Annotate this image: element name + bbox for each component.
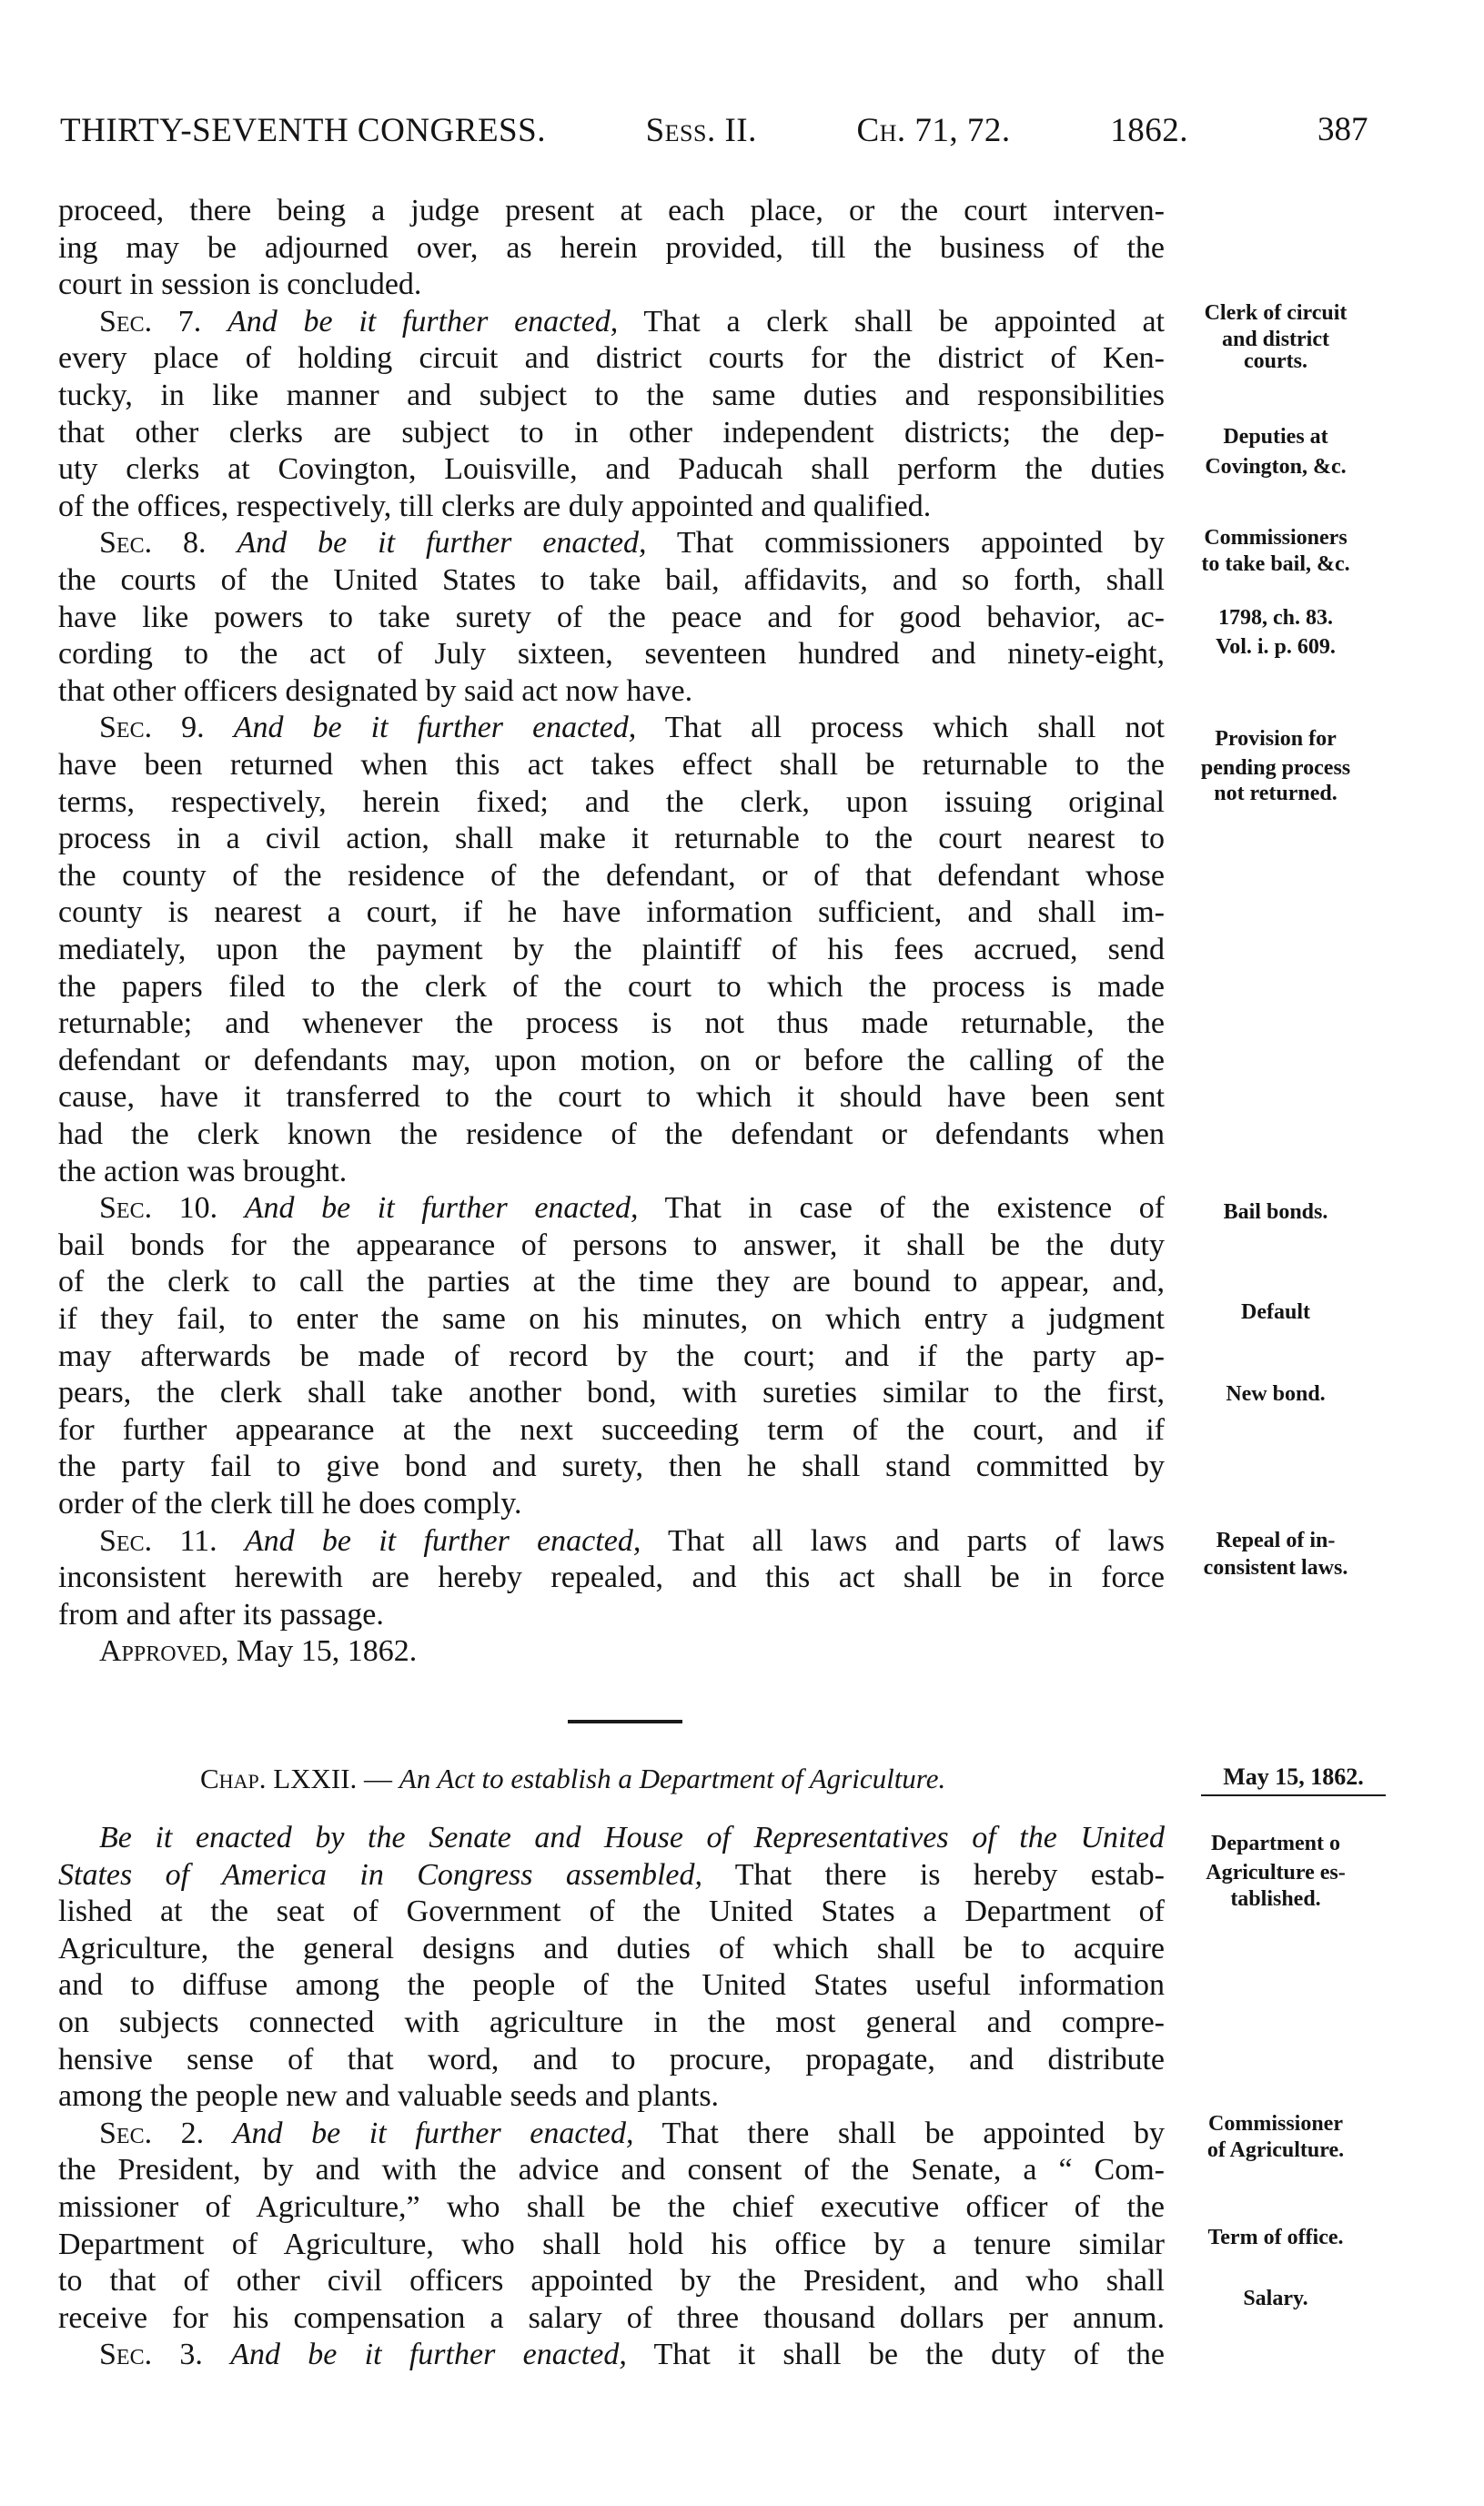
line-text: from and after its passage. bbox=[58, 1597, 384, 1632]
text-line bbox=[58, 1005, 1165, 1042]
margin-note: Vol. i. p. 609. bbox=[1216, 635, 1336, 659]
enacting-phrase: And be it further enacted, bbox=[227, 304, 619, 339]
line-text: bail bonds for the appearance of persons to answer, it shall be the duty bbox=[58, 1228, 1165, 1262]
line-text: That a clerk shall be appointed at bbox=[618, 304, 1165, 339]
text-line bbox=[99, 304, 1165, 340]
text-line bbox=[58, 747, 1165, 783]
chapter-number: Chap. LXXII. bbox=[200, 1763, 358, 1794]
enacting-phrase: And be it further enacted, bbox=[233, 711, 637, 745]
text-line bbox=[58, 1264, 1165, 1300]
margin-note: Covington, &c. bbox=[1205, 455, 1347, 479]
chapter-heading bbox=[200, 1761, 945, 1797]
line-text: That there shall be appointed by bbox=[633, 2116, 1165, 2150]
line-text: ing may be adjourned over, as herein provided, till the business of the bbox=[58, 230, 1165, 265]
margin-note: Commissioners bbox=[1204, 526, 1348, 550]
margin-note: Default bbox=[1241, 1300, 1310, 1324]
text-line bbox=[99, 710, 1165, 746]
margin-note: and district bbox=[1221, 328, 1329, 351]
line-text: Agriculture, the general designs and duties of which shall be to acquire bbox=[58, 1931, 1165, 1965]
text-line bbox=[58, 784, 1165, 821]
line-text: had the clerk known the residence of the defendant or defendants when bbox=[58, 1117, 1165, 1151]
text-line bbox=[58, 858, 1165, 894]
line-text: That all process which shall not bbox=[636, 711, 1165, 745]
line-text: county is nearest a court, if he have information sufficient, and shall im- bbox=[58, 895, 1165, 930]
text-line bbox=[58, 451, 1165, 488]
margin-note: Provision for bbox=[1215, 727, 1337, 751]
text-line bbox=[58, 1967, 1165, 2004]
text-line bbox=[58, 267, 1165, 303]
line-text: among the people new and valuable seeds and plants. bbox=[58, 2079, 720, 2114]
line-text: the papers filed to the clerk of the court to which the process is made bbox=[58, 969, 1165, 1004]
text-line bbox=[58, 932, 1165, 968]
text-line bbox=[58, 2042, 1165, 2078]
margin-note: Term of office. bbox=[1207, 2226, 1344, 2249]
line-text: to that of other civil officers appointed by the President, and who shall bbox=[58, 2264, 1165, 2299]
line-text: the party fail to give bond and surety, then he shall stand committed by bbox=[58, 1450, 1165, 1484]
section-label: Sec. 11. bbox=[99, 1523, 245, 1558]
line-text: court in session is concluded. bbox=[58, 268, 422, 302]
text-line bbox=[58, 378, 1165, 414]
line-text: returnable; and whenever the process is not thus made returnable, the bbox=[58, 1006, 1165, 1041]
line-text: missioner of Agriculture,” who shall be the chief executive officer of the bbox=[58, 2190, 1165, 2224]
line-text: for further appearance at the next succeeding term of the court, and if bbox=[58, 1412, 1165, 1447]
enacting-phrase: And be it further enacted, bbox=[232, 2116, 634, 2150]
section-label: Approved, bbox=[99, 1634, 229, 1669]
line-text: the county of the residence of the defendant, or of that defendant whose bbox=[58, 858, 1165, 893]
margin-note: pending process bbox=[1200, 756, 1351, 780]
margin-note: courts. bbox=[1244, 349, 1307, 373]
text-line bbox=[58, 894, 1165, 931]
enacting-phrase: States of America in Congress assembled, bbox=[58, 1857, 702, 1892]
text-line bbox=[58, 600, 1165, 636]
text-line bbox=[99, 525, 1165, 561]
chapter-date: May 15, 1862. bbox=[1201, 1762, 1386, 1796]
text-line bbox=[58, 1931, 1165, 1967]
line-text: of the offices, respectively, till clerks are duly appointed and qualified. bbox=[58, 489, 932, 523]
chapter-title: An Act to establish a Department of Agriculture. bbox=[399, 1763, 946, 1794]
line-text: That there is hereby estab- bbox=[702, 1857, 1165, 1892]
text-line bbox=[58, 2152, 1165, 2188]
line-text: on subjects connected with agriculture in the most general and compre- bbox=[58, 2006, 1165, 2039]
line-text: That in case of the existence of bbox=[638, 1191, 1165, 1226]
header-chapters: Ch. 71, 72. bbox=[856, 111, 1011, 149]
text-line bbox=[58, 1154, 1165, 1190]
text-line bbox=[58, 636, 1165, 672]
text-line bbox=[58, 1560, 1165, 1596]
line-text: have been returned when this act takes effect shall be returnable to the bbox=[58, 748, 1165, 782]
text-line bbox=[58, 1449, 1165, 1485]
line-text: the action was brought. bbox=[58, 1154, 348, 1188]
section-label: Sec. 9. bbox=[99, 711, 234, 745]
text-line bbox=[58, 1857, 1165, 1894]
text-line bbox=[99, 1820, 1165, 1856]
text-line bbox=[58, 673, 1165, 710]
margin-note: consistent laws. bbox=[1203, 1556, 1348, 1580]
margin-note: Agriculture es- bbox=[1206, 1861, 1346, 1885]
enacting-phrase: Be it enacted by the Senate and House of Representatives of the United bbox=[99, 1821, 1165, 1854]
line-text: process in a civil action, shall make it returnable to the court nearest to bbox=[58, 822, 1165, 856]
line-text: receive for his compensation a salary of three thousand dollars per annum. bbox=[58, 2300, 1165, 2335]
text-line bbox=[99, 1190, 1165, 1227]
text-line bbox=[58, 2300, 1165, 2337]
section-label: Sec. 2. bbox=[99, 2116, 233, 2150]
text-line bbox=[58, 1301, 1165, 1338]
line-text: the President, by and with the advice and consent of the Senate, a “ Com- bbox=[58, 2153, 1165, 2188]
text-line bbox=[58, 489, 1165, 525]
text-line bbox=[58, 2227, 1165, 2263]
text-line bbox=[99, 2116, 1165, 2152]
line-text: terms, respectively, herein fixed; and the clerk, upon issuing original bbox=[58, 784, 1165, 819]
line-text: defendant or defendants may, upon motion, on or before the calling of the bbox=[58, 1043, 1165, 1077]
margin-note: Bail bonds. bbox=[1223, 1200, 1328, 1224]
margin-note: Repeal of in- bbox=[1216, 1529, 1336, 1552]
text-line bbox=[58, 821, 1165, 857]
text-line bbox=[58, 1339, 1165, 1375]
line-text: That commissioners appointed by bbox=[646, 526, 1165, 561]
line-text: proceed, there being a judge present at each place, or the court interven- bbox=[58, 194, 1165, 227]
margin-note: Commissioner bbox=[1208, 2112, 1343, 2136]
section-label: Sec. 3. bbox=[99, 2338, 231, 2372]
text-line bbox=[58, 1894, 1165, 1930]
line-text: That it shall be the duty of the bbox=[626, 2338, 1165, 2372]
margin-note: not returned. bbox=[1214, 782, 1338, 805]
text-line bbox=[58, 415, 1165, 451]
text-line bbox=[58, 2263, 1165, 2299]
margin-note: Salary. bbox=[1243, 2287, 1308, 2310]
text-line bbox=[58, 2189, 1165, 2226]
line-text: that other clerks are subject to in other independent districts; the dep- bbox=[58, 415, 1165, 450]
line-text: every place of holding circuit and district courts for the district of Ken- bbox=[58, 341, 1165, 376]
enacting-phrase: And be it further enacted, bbox=[230, 2338, 627, 2372]
text-line bbox=[58, 1043, 1165, 1079]
header-congress: THIRTY-SEVENTH CONGRESS. bbox=[60, 111, 546, 149]
enacting-phrase: And be it further enacted, bbox=[244, 1191, 639, 1226]
line-text: if they fail, to enter the same on his minutes, on which entry a judgment bbox=[58, 1302, 1165, 1336]
line-text: May 15, 1862. bbox=[228, 1634, 418, 1669]
text-line bbox=[58, 1412, 1165, 1449]
margin-note: Clerk of circuit bbox=[1204, 301, 1348, 325]
line-text: cause, have it transferred to the court to which it should have been sent bbox=[58, 1080, 1165, 1115]
text-line bbox=[58, 2005, 1165, 2041]
section-divider-rule bbox=[568, 1720, 682, 1723]
text-line bbox=[58, 1375, 1165, 1411]
line-text: and to diffuse among the people of the United States useful information bbox=[58, 1968, 1165, 2003]
chapter-dash: — bbox=[357, 1763, 399, 1794]
line-text: uty clerks at Covington, Louisville, and Paducah shall perform the duties bbox=[58, 452, 1165, 487]
margin-note: to take bail, &c. bbox=[1201, 552, 1350, 576]
text-line bbox=[58, 1228, 1165, 1264]
margin-note: tablished. bbox=[1230, 1887, 1321, 1911]
text-line bbox=[99, 1523, 1165, 1560]
text-line bbox=[58, 230, 1165, 267]
text-line bbox=[58, 1117, 1165, 1153]
section-label: Sec. 10. bbox=[99, 1191, 245, 1226]
text-line bbox=[99, 2337, 1165, 2373]
text-line bbox=[58, 2078, 1165, 2115]
line-text: may afterwards be made of record by the court; and if the party ap- bbox=[58, 1339, 1165, 1373]
line-text: cording to the act of July sixteen, seventeen hundred and ninety-eight, bbox=[58, 637, 1165, 672]
line-text: inconsistent herewith are hereby repealed, and this act shall be in force bbox=[58, 1561, 1165, 1595]
text-line bbox=[58, 193, 1165, 229]
line-text: the courts of the United States to take bail, affidavits, and so forth, shall bbox=[58, 563, 1165, 597]
margin-note: New bond. bbox=[1226, 1382, 1326, 1406]
enacting-phrase: And be it further enacted, bbox=[237, 526, 647, 561]
text-line bbox=[58, 1486, 1165, 1522]
margin-note: Department o bbox=[1211, 1832, 1340, 1855]
text-line bbox=[58, 969, 1165, 1005]
line-text: lished at the seat of Government of the United States a Department of bbox=[58, 1895, 1165, 1929]
page-number: 387 bbox=[1317, 111, 1368, 148]
line-text: pears, the clerk shall take another bond, with sureties similar to the first, bbox=[58, 1376, 1165, 1410]
line-text: That all laws and parts of laws bbox=[641, 1523, 1165, 1558]
margin-note: Deputies at bbox=[1223, 425, 1328, 449]
text-line bbox=[58, 340, 1165, 377]
running-header bbox=[60, 107, 1188, 153]
margin-note: of Agriculture. bbox=[1206, 2138, 1345, 2162]
text-line bbox=[58, 1597, 1165, 1633]
line-text: Department of Agriculture, who shall hold his office by a tenure similar bbox=[58, 2227, 1165, 2261]
margin-note: 1798, ch. 83. bbox=[1218, 606, 1333, 630]
text-line bbox=[58, 1079, 1165, 1116]
text-line bbox=[58, 562, 1165, 599]
text-line bbox=[99, 1633, 1165, 1670]
line-text: of the clerk to call the parties at the time they are bound to appear, and, bbox=[58, 1265, 1165, 1299]
line-text: mediately, upon the payment by the plaintiff of his fees accrued, send bbox=[58, 933, 1165, 966]
section-label: Sec. 7. bbox=[99, 304, 228, 339]
line-text: that other officers designated by said act now have. bbox=[58, 673, 693, 708]
header-session: Sess. II. bbox=[645, 111, 757, 149]
line-text: hensive sense of that word, and to procure, propagate, and distribute bbox=[58, 2042, 1165, 2077]
line-text: order of the clerk till he does comply. bbox=[58, 1487, 522, 1521]
section-label: Sec. 8. bbox=[99, 526, 237, 561]
enacting-phrase: And be it further enacted, bbox=[244, 1523, 641, 1558]
header-year: 1862. bbox=[1110, 111, 1188, 149]
line-text: have like powers to take surety of the peace and for good behavior, ac- bbox=[58, 600, 1165, 634]
line-text: tucky, in like manner and subject to the same duties and responsibilities bbox=[58, 379, 1165, 412]
